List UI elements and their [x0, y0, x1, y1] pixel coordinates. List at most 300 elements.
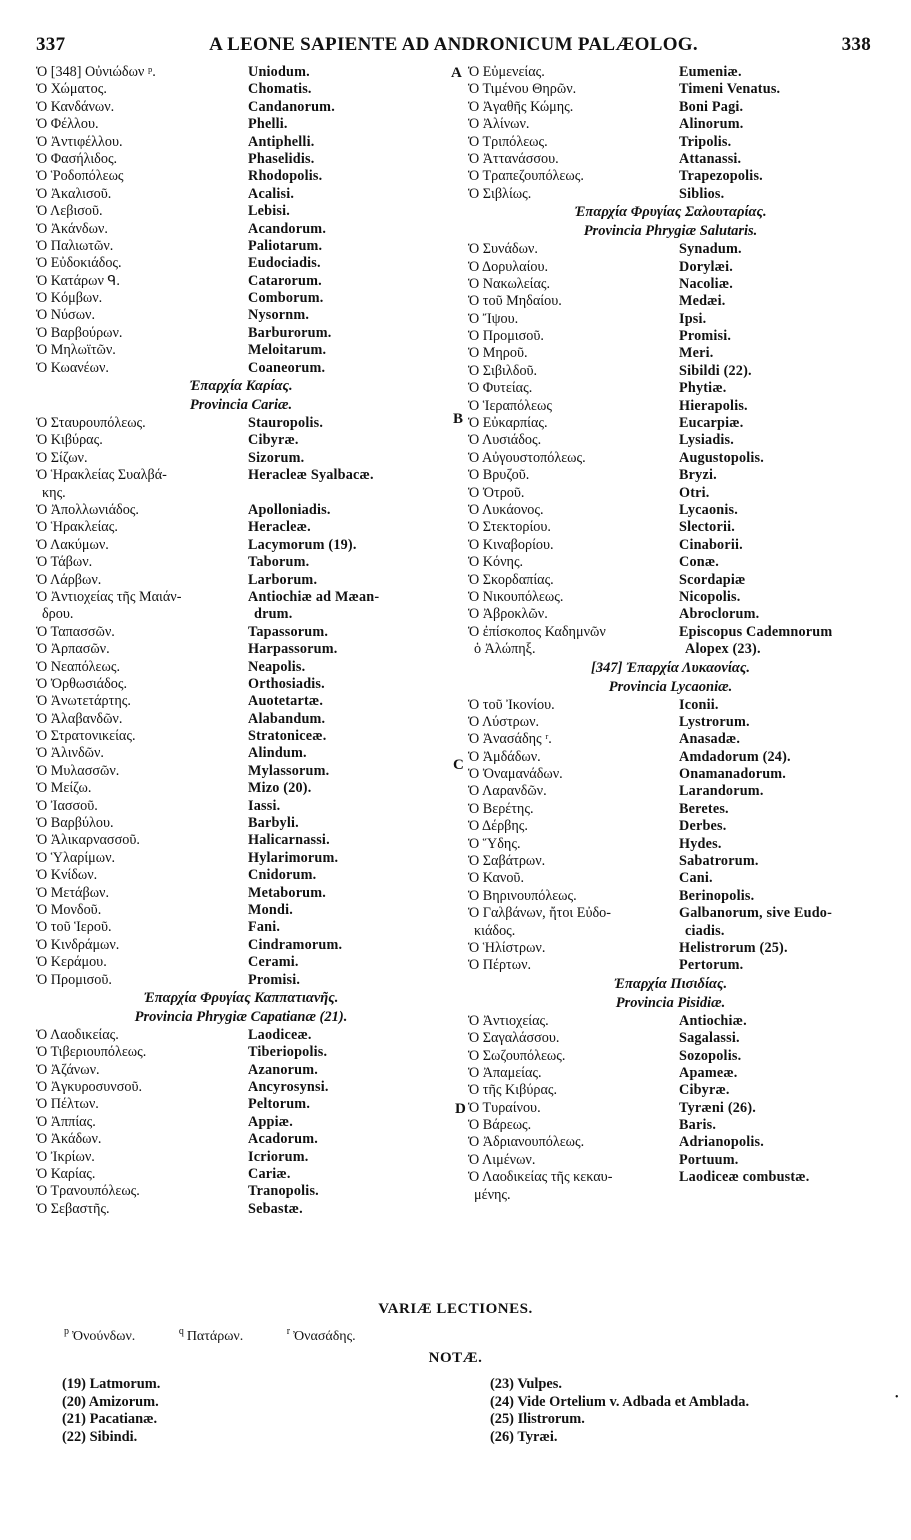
latin-entry: Auotetartæ.: [248, 693, 324, 710]
list-row: [468, 311, 873, 328]
greek-entry: Ὁ Μείζω.: [36, 780, 92, 797]
greek-entry: Ὁ Πέλτων.: [36, 1096, 99, 1113]
greek-entry: Ὁ Ἀδριανουπόλεως.: [468, 1134, 585, 1151]
list-row: [36, 1027, 446, 1044]
list-row: [468, 836, 873, 853]
greek-entry: Ὁ Εὐμενείας.: [468, 64, 545, 80]
latin-entry: Sibildi (22).: [679, 362, 752, 379]
greek-entry: κης.: [42, 484, 66, 501]
list-row: [468, 276, 873, 293]
greek-entry: Ὁ Δέρβης.: [468, 818, 528, 835]
list-row: [36, 290, 446, 307]
greek-entry: Ὁ Λιμένων.: [468, 1151, 536, 1168]
list-row: [468, 783, 873, 800]
greek-entry: Ὁ Ῥοδοπόλεως: [36, 168, 124, 185]
greek-entry: Ὁ Λαοδικείας τῆς κεκαυ-: [468, 1169, 613, 1186]
latin-entry: Hydes.: [679, 835, 722, 852]
greek-entry: Ὁ Προμισοῦ.: [36, 971, 112, 988]
latin-entry: Onamanadorum.: [679, 766, 787, 783]
greek-entry: Ὁ Εὐκαρπίας.: [468, 415, 548, 432]
latin-entry: Stratoniceæ.: [248, 728, 327, 745]
latin-entry: Timeni Venatus.: [679, 81, 781, 98]
latin-entry: Dorylæi.: [679, 258, 734, 275]
list-row: [468, 554, 873, 571]
greek-entry: Ὁ Ὕδης.: [468, 835, 521, 852]
greek-entry: Ὁ Ἱεραπόλεως: [468, 397, 552, 414]
note: (25) Ilistrorum.: [490, 1411, 585, 1428]
latin-entry: Heracleæ.: [248, 519, 311, 536]
latin-entry: Fani.: [248, 919, 281, 936]
margin-mark-c: C: [453, 757, 464, 773]
greek-entry: δρου.: [42, 606, 74, 623]
latin-entry: Sagalassi.: [679, 1030, 740, 1047]
greek-entry: Ὁ Ἀππίας.: [36, 1113, 96, 1130]
greek-entry: Ὁ Ἰασσοῦ.: [36, 797, 98, 814]
latin-entry: Coaneorum.: [248, 359, 326, 376]
greek-entry: Ὁ Σκορδαπίας.: [468, 571, 554, 588]
greek-entry: Ὁ Ἀττανάσσου.: [468, 150, 559, 167]
list-row: [36, 972, 446, 989]
greek-entry: Ὁ τοῦ Μηδαίου.: [468, 293, 562, 310]
list-row: [468, 624, 873, 641]
latin-entry: Appiæ.: [248, 1113, 293, 1130]
latin-entry: Larandorum.: [679, 783, 764, 800]
latin-entry: Sizorum.: [248, 449, 305, 466]
latin-entry: Eucarpiæ.: [679, 415, 744, 432]
latin-entry: Amdadorum (24).: [679, 748, 791, 765]
section-heading: [347] Ἐπαρχία Λυκαονίας.: [591, 659, 750, 676]
greek-entry: Ὁ Ἀζάνων.: [36, 1061, 100, 1078]
latin-entry: Siblios.: [679, 185, 725, 202]
list-row: [36, 360, 446, 377]
list-row: [36, 624, 446, 641]
list-row: [468, 259, 873, 276]
latin-entry: Alopex (23).: [685, 641, 761, 658]
list-row: [468, 714, 873, 731]
latin-entry: Peltorum.: [248, 1096, 311, 1113]
left-column: [36, 64, 446, 1218]
note: (21) Pacatianæ.: [62, 1411, 158, 1428]
section-heading: Provincia Lycaoniæ.: [608, 678, 733, 695]
greek-entry: Ὁ Βαρβούρων.: [36, 324, 123, 341]
margin-mark-a: A: [451, 65, 462, 81]
greek-entry: Ὁ Ἀλίνων.: [468, 116, 530, 133]
list-row: [468, 1013, 873, 1030]
list-row: [468, 923, 873, 940]
greek-entry: Ὁ Ἡρακλείας Συαλβά-: [36, 467, 167, 484]
varia-item: [64, 1326, 155, 1344]
greek-entry: Ὁ Κατάρων ᑫ.: [36, 272, 120, 289]
list-row: [36, 1149, 446, 1166]
notae-title: NOTÆ.: [428, 1350, 483, 1366]
list-row: [36, 273, 446, 290]
greek-entry: Ὁ Προμισοῦ.: [468, 328, 544, 345]
latin-entry: Metaborum.: [248, 884, 327, 901]
list-row: [36, 954, 446, 971]
greek-entry: Ὁ Ἀβροκλῶν.: [468, 606, 548, 623]
latin-entry: Trapezopolis.: [679, 168, 763, 185]
list-row: [468, 1134, 873, 1151]
list-row: [36, 186, 446, 203]
list-row: [468, 502, 873, 519]
section-heading: Provincia Phrygiæ Salutaris.: [583, 223, 758, 240]
latin-entry: Attanassi.: [679, 150, 742, 167]
latin-entry: Promisi.: [248, 971, 301, 988]
greek-entry: Ὁ Ἴψου.: [468, 310, 519, 327]
latin-entry: Antiphelli.: [248, 133, 315, 150]
list-row: [36, 676, 446, 693]
latin-entry: Derbes.: [679, 818, 727, 835]
latin-entry: Larborum.: [248, 571, 318, 588]
latin-entry: Boni Pagi.: [679, 98, 744, 115]
latin-entry: Chomatis.: [248, 81, 312, 98]
greek-entry: Ὁ Βηρινουπόλεως.: [468, 887, 577, 904]
page-number-right: 338: [841, 34, 871, 55]
list-row: [36, 937, 446, 954]
greek-entry: ὁ Ἀλώπηξ.: [474, 641, 536, 658]
list-row: [468, 940, 873, 957]
list-row: [468, 537, 873, 554]
note: (19) Latmorum.: [62, 1376, 161, 1392]
latin-entry: Adrianopolis.: [679, 1134, 764, 1151]
section-heading: Ἐπαρχία Φρυγίας Καππατιανῆς.: [143, 989, 339, 1006]
varia-lectiones-list: [64, 1326, 396, 1345]
greek-entry: Ὁ Νύσων.: [36, 307, 95, 324]
list-row: [468, 1152, 873, 1169]
greek-entry: Ὁ Ἀκαλισοῦ.: [36, 185, 112, 202]
running-title: A LEONE SAPIENTE AD ANDRONICUM PALÆOLOG.: [209, 34, 698, 55]
margin-mark-b: B: [453, 411, 464, 427]
greek-entry: Ὁ Δορυλαίου.: [468, 258, 549, 275]
latin-entry: Icriorum.: [248, 1148, 309, 1165]
latin-entry: Mondi.: [248, 901, 293, 918]
greek-entry: Ὁ Κεράμου.: [36, 954, 107, 971]
latin-entry: Helistrorum (25).: [679, 939, 788, 956]
notes-left: [62, 1376, 160, 1446]
latin-entry: Nysornm.: [248, 307, 310, 324]
latin-entry: Mylassorum.: [248, 762, 330, 779]
greek-entry: Ὁ Μυλασσῶν.: [36, 762, 120, 779]
latin-entry: Nicopolis.: [679, 588, 741, 605]
list-row: [468, 363, 873, 380]
list-row: [36, 168, 446, 185]
greek-entry: Ὁ Κανοῦ.: [468, 870, 525, 887]
list-row: [468, 168, 873, 185]
list-row: [468, 1082, 873, 1099]
list-row: [36, 867, 446, 884]
latin-entry: Episcopus Cademnorum: [679, 623, 833, 640]
list-row: [468, 415, 873, 432]
list-row: [36, 885, 446, 902]
list-row: [468, 606, 873, 623]
varia-mark: r: [286, 1326, 291, 1337]
list-row: [468, 801, 873, 818]
greek-entry: Ὁ Κιναβορίου.: [468, 536, 554, 553]
latin-entry: Phaselidis.: [248, 150, 315, 167]
list-row: [36, 467, 446, 484]
list-row: [468, 589, 873, 606]
greek-entry: Ὁ τοῦ Ἰκονίου.: [468, 696, 555, 713]
greek-entry: Ὁ Σωζουπόλεως.: [468, 1047, 566, 1064]
latin-entry: Tripolis.: [679, 133, 732, 150]
list-row: [468, 888, 873, 905]
latin-entry: Lacymorum (19).: [248, 536, 357, 553]
list-row: [36, 589, 446, 606]
list-row: [468, 749, 873, 766]
latin-entry: Sozopolis.: [679, 1047, 742, 1064]
varia-mark: p: [64, 1326, 69, 1337]
latin-entry: Pertorum.: [679, 957, 744, 974]
list-row: [36, 554, 446, 571]
greek-entry: Ὁ Νεαπόλεως.: [36, 658, 121, 675]
latin-entry: Otri.: [679, 484, 710, 501]
list-row: [36, 432, 446, 449]
latin-entry: Heracleæ Syalbacæ.: [248, 467, 374, 484]
greek-entry: Ὁ Σαγαλάσσου.: [468, 1030, 560, 1047]
list-row: [468, 697, 873, 714]
list-row: [468, 766, 873, 783]
greek-entry: Ὁ Ἀλινδῶν.: [36, 745, 104, 762]
latin-entry: Cibyræ.: [679, 1082, 730, 1099]
greek-entry: Ὁ Ἀνασάδης ʳ.: [468, 731, 552, 748]
latin-entry: Anasadæ.: [679, 731, 741, 748]
greek-entry: Ὁ Ἀπαμείας.: [468, 1064, 542, 1081]
greek-entry: Ὁ Κόμβων.: [36, 290, 103, 307]
list-row: [36, 711, 446, 728]
section-heading: Ἐπαρχία Φρυγίας Σαλουταρίας.: [574, 204, 767, 221]
greek-entry: Ὁ Ἀπολλωνιάδος.: [36, 501, 139, 518]
latin-entry: Cariæ.: [248, 1166, 291, 1183]
greek-entry: Ὁ Τιμένου Θηρῶν.: [468, 81, 577, 98]
list-row: [36, 1183, 446, 1200]
latin-entry: Lysiadis.: [679, 432, 735, 449]
latin-entry: Alabandum.: [248, 710, 326, 727]
list-row: [468, 818, 873, 835]
list-row: [36, 1096, 446, 1113]
note: (24) Vide Ortelium v. Adbada et Amblada.: [490, 1393, 750, 1410]
latin-entry: Cani.: [679, 870, 713, 887]
greek-entry: Ὁ Τυραίνου.: [468, 1099, 541, 1116]
list-row: [36, 81, 446, 98]
greek-entry: Ὁ Βαρβύλου.: [36, 815, 114, 832]
latin-entry: Abroclorum.: [679, 606, 760, 623]
latin-entry: Eumeniæ.: [679, 64, 742, 80]
greek-entry: Ὁ Βρυζοῦ.: [468, 467, 530, 484]
greek-entry: Ὁ Κόνης.: [468, 554, 524, 571]
latin-entry: Taborum.: [248, 554, 310, 571]
section-heading: Provincia Phrygiæ Capatianæ (21).: [134, 1008, 348, 1025]
greek-entry: Ὁ Σιβλίως.: [468, 185, 532, 202]
greek-entry: Ὁ Ἀντιοχείας.: [468, 1012, 549, 1029]
greek-entry: Ὁ Φασήλιδος.: [36, 150, 118, 167]
latin-entry: Laodiceæ.: [248, 1026, 312, 1043]
latin-entry: Nacoliæ.: [679, 275, 734, 292]
greek-entry: Ὁ Ἀντιοχείας τῆς Μαιάν-: [36, 588, 182, 605]
list-row: [468, 519, 873, 536]
list-row: [36, 728, 446, 745]
greek-entry: Ὁ Ὀρθωσιάδος.: [36, 675, 128, 692]
greek-entry: Ὁ τῆς Κιβύρας.: [468, 1082, 558, 1099]
greek-entry: Ὁ Λακύμων.: [36, 536, 109, 553]
greek-entry: Ὁ Κνίδων.: [36, 867, 98, 884]
section-heading: Provincia Cariæ.: [189, 397, 293, 414]
list-row: [36, 221, 446, 238]
note: (23) Vulpes.: [490, 1376, 562, 1392]
list-row: [468, 905, 873, 922]
latin-entry: Augustopolis.: [679, 449, 764, 466]
section-heading: Ἐπαρχία Καρίας.: [189, 378, 293, 395]
greek-entry: Ὁ Κωανέων.: [36, 359, 109, 376]
latin-entry: Berinopolis.: [679, 887, 755, 904]
list-row: [468, 450, 873, 467]
latin-entry: Medæi.: [679, 293, 726, 310]
list-row: [36, 815, 446, 832]
list-row: [36, 1062, 446, 1079]
greek-entry: Ὁ Τριπόλεως.: [468, 133, 548, 150]
latin-entry: Iconii.: [679, 696, 719, 713]
greek-entry: Ὁ Βάρεως.: [468, 1117, 532, 1134]
list-row: [468, 81, 873, 98]
list-row: [468, 641, 873, 658]
list-row: [468, 1117, 873, 1134]
greek-entry: Ὁ Ἀλαβανδῶν.: [36, 710, 123, 727]
greek-entry: Ὁ Ταπασσῶν.: [36, 623, 115, 640]
page-number-left: 337: [36, 34, 66, 55]
latin-entry: Comborum.: [248, 290, 324, 307]
list-row: [36, 745, 446, 762]
latin-entry: [254, 485, 446, 502]
list-row: [36, 450, 446, 467]
list-row: [36, 1079, 446, 1096]
latin-entry: Cnidorum.: [248, 867, 317, 884]
greek-entry: Ὁ Ἀντιφέλλου.: [36, 133, 123, 150]
latin-entry: Halicarnassi.: [248, 832, 330, 849]
varia-mark: q: [178, 1326, 184, 1337]
greek-entry: Ὁ Ἀκάδων.: [36, 1131, 102, 1148]
greek-entry: Ὁ Τιβεριουπόλεως.: [36, 1044, 147, 1061]
greek-entry: Ὁ Συνάδων.: [468, 241, 538, 258]
latin-entry: [685, 1187, 873, 1204]
list-row: [468, 572, 873, 589]
list-row: [36, 99, 446, 116]
varia-item: [286, 1326, 376, 1344]
greek-entry: Ὁ Λύστρων.: [468, 713, 540, 730]
list-row: [36, 641, 446, 658]
latin-entry: Eudociadis.: [248, 255, 321, 272]
list-row: [468, 870, 873, 887]
list-row: [468, 186, 873, 203]
latin-entry: Phelli.: [248, 116, 288, 133]
list-row: [468, 731, 873, 748]
greek-entry: Ὁ Μονδοῦ.: [36, 901, 102, 918]
greek-entry: Ὁ Ἡλίστρων.: [468, 939, 546, 956]
list-row: [36, 832, 446, 849]
list-row: [36, 902, 446, 919]
latin-entry: Catarorum.: [248, 272, 322, 289]
latin-entry: Mizo (20).: [248, 780, 312, 797]
latin-entry: Azanorum.: [248, 1061, 318, 1078]
greek-entry: Ὁ Νικουπόλεως.: [468, 588, 564, 605]
latin-entry: Sabatrorum.: [679, 853, 759, 870]
greek-entry: Ὁ Λεβισοῦ.: [36, 203, 103, 220]
list-row: [468, 328, 873, 345]
latin-entry: Antiochiæ.: [679, 1012, 747, 1029]
greek-entry: Ὁ Ἀκάνδων.: [36, 220, 108, 237]
note: (26) Tyræi.: [490, 1428, 558, 1445]
margin-mark-d: D: [455, 1101, 466, 1117]
list-row: [36, 415, 446, 432]
list-row: [36, 325, 446, 342]
latin-entry: Tyræni (26).: [679, 1099, 757, 1116]
list-row: [36, 919, 446, 936]
latin-entry: Galbanorum, sive Eudo-: [679, 905, 833, 922]
latin-entry: Rhodopolis.: [248, 168, 323, 185]
greek-entry: Ὁ Κινδράμων.: [36, 936, 120, 953]
latin-entry: Neapolis.: [248, 658, 306, 675]
note: (20) Amizorum.: [62, 1393, 159, 1410]
latin-entry: Bryzi.: [679, 467, 717, 484]
greek-entry: Ὁ Ὑλαρίμων.: [36, 849, 116, 866]
latin-entry: Acadorum.: [248, 1131, 318, 1148]
list-row: [36, 1114, 446, 1131]
greek-entry: Ὁ [348] Οὐνιώδων ᵖ.: [36, 64, 156, 80]
latin-entry: Cerami.: [248, 954, 299, 971]
greek-entry: Ὁ Φέλλου.: [36, 116, 99, 133]
list-row: [36, 307, 446, 324]
varia-lectiones-title: VARIÆ LECTIONES.: [378, 1301, 533, 1317]
greek-entry: Ὁ Ἁλικαρνασσοῦ.: [36, 832, 140, 849]
list-row: [36, 763, 446, 780]
greek-entry: Ὁ Ἀμδάδων.: [468, 748, 541, 765]
latin-entry: Iassi.: [248, 797, 281, 814]
latin-entry: Cibyræ.: [248, 432, 299, 449]
greek-entry: Ὁ Χώματος.: [36, 81, 107, 98]
greek-entry: Ὁ Ἰκρίων.: [36, 1148, 95, 1165]
latin-entry: Tapassorum.: [248, 623, 329, 640]
list-row: [468, 398, 873, 415]
greek-entry: Ὁ Σιβιλδοῦ.: [468, 362, 538, 379]
latin-entry: Orthosiadis.: [248, 675, 325, 692]
list-row: [468, 241, 873, 258]
latin-entry: Candanorum.: [248, 98, 335, 115]
list-row: [36, 693, 446, 710]
list-row: [468, 345, 873, 362]
latin-entry: Ipsi.: [679, 310, 707, 327]
latin-entry: Laodiceæ combustæ.: [679, 1169, 810, 1186]
latin-entry: Hierapolis.: [679, 397, 748, 414]
latin-entry: Phytiæ.: [679, 380, 727, 397]
greek-entry: Ὁ Ἀρπασῶν.: [36, 641, 110, 658]
latin-entry: Paliotarum.: [248, 237, 323, 254]
greek-entry: κιάδος.: [474, 922, 516, 939]
latin-entry: Promisi.: [679, 328, 732, 345]
list-row: [36, 1131, 446, 1148]
greek-entry: Ὁ Κιβύρας.: [36, 432, 103, 449]
list-row: [36, 519, 446, 536]
list-row: [36, 134, 446, 151]
section-heading: Provincia Pisidiæ.: [615, 994, 726, 1011]
greek-entry: Ὁ Σταυρουπόλεως.: [36, 415, 146, 432]
latin-entry: Baris.: [679, 1117, 717, 1134]
latin-entry: Barburorum.: [248, 324, 332, 341]
list-row: [36, 64, 446, 81]
greek-entry: Ὁ Τραπεζουπόλεως.: [468, 168, 584, 185]
list-row: [468, 99, 873, 116]
greek-entry: Ὁ Στεκτορίου.: [468, 519, 551, 536]
greek-entry: Ὁ Γαλβάνων, ἤτοι Εὐδο-: [468, 905, 611, 922]
list-row: [468, 957, 873, 974]
latin-entry: Synadum.: [679, 241, 742, 258]
